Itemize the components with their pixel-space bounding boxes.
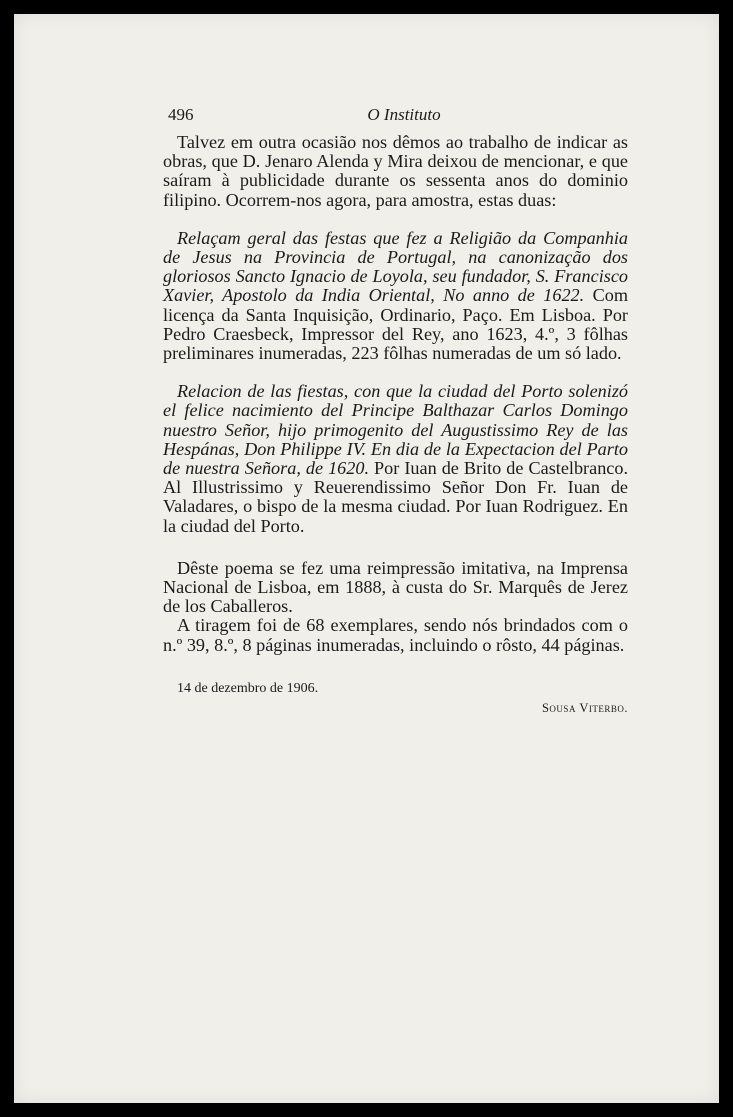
entry-2-title: Relacion de las fiestas, con que la ciudad del Porto solenizó el felice nacimiento del Principe Balthazar Carlos Domingo nuestro Señor, hijo primogenito del Augustissimo Rey de las Hespánas, Don Philippe IV. En dia de la Expectacion del Parto de nuestra Señora, de 1620. [163, 381, 628, 479]
entry-1-title: Relaçam geral das festas que fez a Religião da Companhia de Jesus na Provincia de Portugal, na canonização dos gloriosos Sancto Ignacio de Loyola, seu fundador, S. Francisco Xavier, Apostolo da India Oriental, No anno de 1622. [163, 227, 628, 306]
print-run-paragraph: A tiragem foi de 68 exemplares, sendo nós brindados com o n.º 39, 8.º, 8 páginas inumeradas, incluindo o rôsto, 44 páginas. [163, 615, 628, 655]
reprint-paragraph: Dêste poema se fez uma reimpressão imitativa, na Imprensa Nacional de Lisboa, em 1888, à custa do Sr. Marquês de Jerez de los Caballeros. [163, 557, 628, 617]
running-title: O Instituto [367, 105, 441, 124]
body-text [163, 133, 628, 718]
bibliography-entry-2 [163, 382, 628, 536]
page-header [168, 105, 640, 129]
author-signature: Sousa Viterbo. [541, 700, 628, 715]
entry-1-details: Com licença da Santa Inquisição, Ordinario, Paço. Em Lisboa. Por Pedro Craesbeck, Impressor del Rey, ano 1623, 4.º, 3 fôlhas preliminares inumeradas, 223 fôlhas numeradas de um só lado. [163, 285, 629, 364]
date-line: 14 de dezembro de 1906. [177, 680, 319, 696]
intro-paragraph: Talvez em outra ocasião nos dêmos ao trabalho de indicar as obras, que D. Jenaro Alenda y Mira deixou de mencionar, e que saíram à publicidade durante os sessenta anos do dominio filipino. Ocorrem-nos agora, para amostra, estas duas: [163, 132, 628, 210]
bibliography-entry-1 [163, 229, 628, 363]
page-number: 496 [168, 105, 194, 124]
entry-2-details: Por Iuan de Brito de Castelbranco. Al Illustrissimo y Reuerendissimo Señor Don Fr. Iuan de Valadares, o bispo de la mesma ciudad. Por Iuan Rodriguez. En la ciudad del Porto. [163, 458, 628, 536]
